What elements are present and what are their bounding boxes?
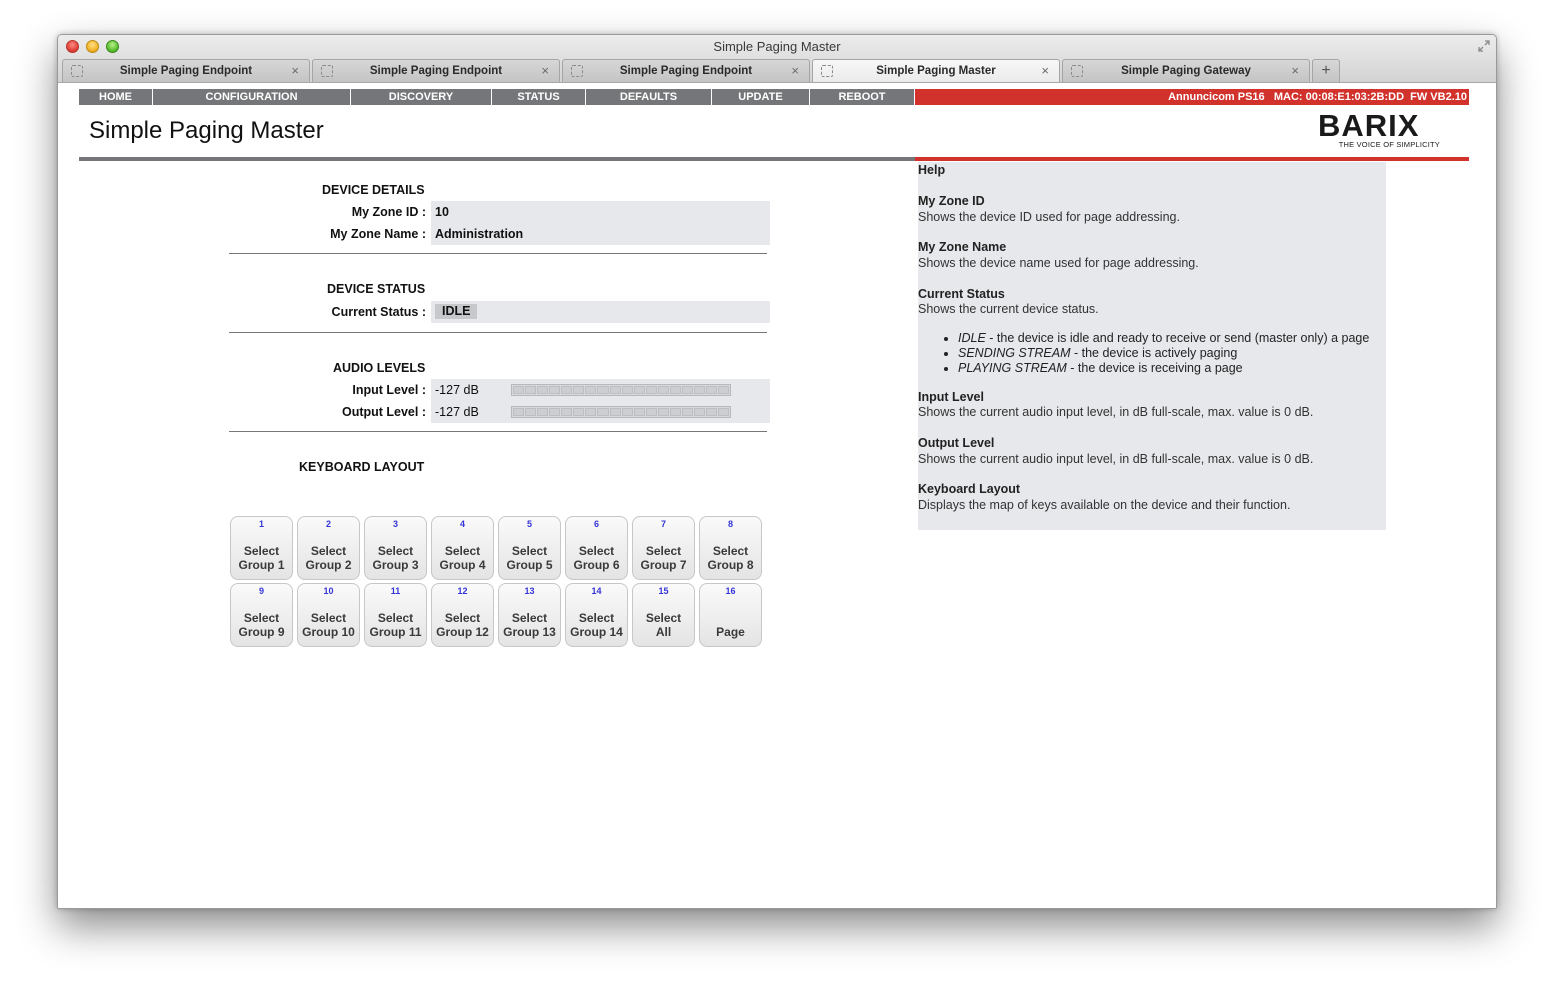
- meter-segment: [513, 408, 524, 416]
- keyboard-layout-heading: KEYBOARD LAYOUT: [299, 460, 425, 474]
- key-label-line2: Group 12: [436, 625, 489, 639]
- header-rule-gray: [79, 157, 915, 161]
- section-divider: [229, 431, 767, 432]
- meter-segment: [670, 408, 681, 416]
- key-number: 3: [392, 519, 398, 529]
- help-status-item: [958, 361, 1369, 376]
- key-number: 15: [658, 586, 669, 596]
- key-number: 2: [325, 519, 331, 529]
- output-level-label: Output Level :: [341, 405, 426, 419]
- page-favicon-icon: [571, 65, 583, 77]
- key-8-button[interactable]: [699, 516, 762, 580]
- page-favicon-icon: [1071, 65, 1083, 77]
- meter-segment: [706, 408, 717, 416]
- key-label-line2: Group 9: [238, 625, 285, 639]
- meter-segment: [573, 408, 584, 416]
- help-output-heading: Output Level: [918, 436, 995, 450]
- key-4-button[interactable]: [431, 516, 494, 580]
- meter-segment: [622, 386, 633, 394]
- fullscreen-icon[interactable]: [1478, 40, 1490, 52]
- meter-segment: [525, 386, 536, 394]
- tab-label: Simple Paging Gateway: [1121, 65, 1251, 77]
- key-label-line2: Group 4: [439, 558, 486, 572]
- key-label: [633, 611, 694, 639]
- key-label-line1: Select: [377, 611, 414, 625]
- help-zone-id-heading: My Zone ID: [918, 194, 985, 208]
- help-status-list: [918, 331, 1369, 376]
- key-label-line2: Group 14: [570, 625, 623, 639]
- tab-label: Simple Paging Endpoint: [619, 65, 753, 77]
- key-3-button[interactable]: [364, 516, 427, 580]
- status-desc: - the device is receiving a page: [1066, 361, 1243, 375]
- key-label: [432, 611, 493, 639]
- meter-segment: [610, 386, 621, 394]
- key-label-line1: Select: [712, 544, 749, 558]
- status-term: SENDING STREAM: [958, 346, 1071, 360]
- section-divider: [229, 253, 767, 254]
- meter-segment: [561, 386, 572, 394]
- help-status-item: [958, 346, 1369, 361]
- zone-id-label: My Zone ID :: [351, 205, 426, 219]
- tab-close-icon[interactable]: ×: [791, 63, 799, 78]
- zone-id-value: 10: [431, 201, 770, 223]
- tab-simple-paging-gateway[interactable]: [1062, 59, 1310, 82]
- meter-segment: [549, 408, 560, 416]
- key-5-button[interactable]: [498, 516, 561, 580]
- key-label: [365, 611, 426, 639]
- key-label-line2: Page: [716, 625, 745, 639]
- key-7-button[interactable]: [632, 516, 695, 580]
- main-nav: [79, 89, 1469, 105]
- meter-segment: [549, 386, 560, 394]
- key-number: 1: [258, 519, 264, 529]
- status-desc: - the device is idle and ready to receive or send (master only) a page: [985, 331, 1370, 345]
- help-input-heading: Input Level: [918, 390, 984, 404]
- key-1-button[interactable]: [230, 516, 293, 580]
- key-label: [298, 611, 359, 639]
- key-label-line2: Group 5: [506, 558, 553, 572]
- page-favicon-icon: [321, 65, 333, 77]
- key-number: 9: [258, 586, 264, 596]
- key-number: 12: [457, 586, 468, 596]
- meter-segment: [537, 386, 548, 394]
- audio-levels-heading: AUDIO LEVELS: [333, 361, 426, 375]
- nav-status[interactable]: STATUS: [492, 89, 586, 105]
- tab-close-icon[interactable]: ×: [291, 63, 299, 78]
- current-status-field: [431, 301, 770, 323]
- key-label-line1: Select: [578, 611, 615, 625]
- key-label-line1: Select: [310, 544, 347, 558]
- status-badge: IDLE: [435, 304, 477, 319]
- input-level-meter: [511, 384, 731, 396]
- page-title: Simple Paging Master: [89, 117, 324, 144]
- tab-label: Simple Paging Endpoint: [369, 65, 503, 77]
- nav-home[interactable]: HOME: [79, 89, 153, 105]
- key-15-button[interactable]: [632, 583, 695, 647]
- key-16-button[interactable]: [699, 583, 762, 647]
- key-label-line2: Group 10: [302, 625, 355, 639]
- nav-configuration[interactable]: CONFIGURATION: [153, 89, 351, 105]
- key-label: [231, 544, 292, 572]
- meter-segment: [561, 408, 572, 416]
- key-label-line2: Group 11: [369, 625, 422, 639]
- tab-simple-paging-endpoint-2[interactable]: [312, 59, 560, 82]
- key-label: [499, 544, 560, 572]
- key-number: 4: [459, 519, 465, 529]
- browser-window: [57, 34, 1497, 909]
- meter-segment: [537, 408, 548, 416]
- meter-segment: [597, 386, 608, 394]
- device-info-bar: Annuncicom PS16 MAC: 00:08:E1:03:2B:DD FW VB2.10: [915, 89, 1469, 105]
- meter-segment: [682, 408, 693, 416]
- help-zone-name-heading: My Zone Name: [918, 240, 1007, 254]
- nav-reboot[interactable]: REBOOT: [810, 89, 915, 105]
- key-label-line1: Select: [578, 544, 615, 558]
- output-level-meter: [511, 406, 731, 418]
- tab-close-icon[interactable]: ×: [1041, 63, 1049, 78]
- key-14-button[interactable]: [565, 583, 628, 647]
- key-label: [298, 544, 359, 572]
- help-status-heading: Current Status: [918, 287, 1005, 301]
- page-content: [58, 83, 1496, 909]
- meter-segment: [513, 386, 524, 394]
- tab-close-icon[interactable]: ×: [541, 63, 549, 78]
- meter-segment: [682, 386, 693, 394]
- help-input-text: Shows the current audio input level, in dB full-scale, max. value is 0 dB.: [918, 405, 1314, 419]
- tab-close-icon[interactable]: ×: [1291, 63, 1299, 78]
- meter-segment: [585, 408, 596, 416]
- key-label: [365, 544, 426, 572]
- key-label-line2: Group 7: [640, 558, 687, 572]
- key-label-line1: Select: [243, 611, 280, 625]
- key-label-line1: Select: [377, 544, 414, 558]
- meter-segment: [646, 408, 657, 416]
- meter-segment: [670, 386, 681, 394]
- key-label-line1: Select: [511, 544, 548, 558]
- meter-segment: [634, 386, 645, 394]
- logo-wordmark: BARIX: [1318, 108, 1420, 143]
- key-number: 6: [593, 519, 599, 529]
- key-label: [633, 544, 694, 572]
- key-label: [566, 611, 627, 639]
- key-label-line2: All: [655, 625, 672, 639]
- key-number: 5: [526, 519, 532, 529]
- key-number: 7: [660, 519, 666, 529]
- help-zone-id-text: Shows the device ID used for page addressing.: [918, 210, 1180, 224]
- help-status-item: [958, 331, 1369, 346]
- tab-simple-paging-endpoint-1[interactable]: [62, 59, 310, 82]
- help-zone-name-text: Shows the device name used for page addressing.: [918, 256, 1199, 270]
- output-level-value: -127 dB: [435, 405, 479, 419]
- meter-segment: [646, 386, 657, 394]
- meter-segment: [694, 386, 705, 394]
- header-rule-red: [915, 157, 1469, 161]
- status-term: PLAYING STREAM: [958, 361, 1067, 375]
- key-label-line1: Select: [243, 544, 280, 558]
- barix-logo: [1318, 108, 1448, 151]
- meter-segment: [597, 408, 608, 416]
- new-tab-button[interactable]: +: [1312, 59, 1340, 82]
- help-keyboard-text: Displays the map of keys available on the device and their function.: [918, 498, 1291, 512]
- page-favicon-icon: [821, 65, 833, 77]
- title-bar: [58, 35, 1496, 83]
- tab-strip: [62, 59, 1340, 83]
- key-label-line2: Group 2: [305, 558, 352, 572]
- nav-update[interactable]: UPDATE: [712, 89, 810, 105]
- key-13-button[interactable]: [498, 583, 561, 647]
- meter-segment: [658, 386, 669, 394]
- device-details-heading: DEVICE DETAILS: [322, 183, 425, 197]
- meter-segment: [694, 408, 705, 416]
- tab-simple-paging-endpoint-3[interactable]: [562, 59, 810, 82]
- key-label: [566, 544, 627, 572]
- key-label-line2: Group 3: [372, 558, 419, 572]
- meter-segment: [525, 408, 536, 416]
- meter-segment: [573, 386, 584, 394]
- window-title: Simple Paging Master: [713, 39, 841, 54]
- status-term: IDLE: [958, 331, 986, 345]
- page-favicon-icon: [71, 65, 83, 77]
- status-desc: - the device is actively paging: [1070, 346, 1238, 360]
- zone-name-value: Administration: [431, 223, 770, 245]
- key-label-line2: Group 1: [238, 558, 285, 572]
- key-label-line2: Group 8: [707, 558, 754, 572]
- meter-segment: [610, 408, 621, 416]
- key-label: [499, 611, 560, 639]
- key-12-button[interactable]: [431, 583, 494, 647]
- meter-segment: [585, 386, 596, 394]
- input-level-value: -127 dB: [435, 383, 479, 397]
- key-label-line1: Select: [645, 611, 682, 625]
- key-number: 10: [323, 586, 334, 596]
- key-9-button[interactable]: [230, 583, 293, 647]
- help-keyboard-heading: Keyboard Layout: [918, 482, 1021, 496]
- input-level-label: Input Level :: [352, 383, 426, 397]
- zone-name-label: My Zone Name :: [330, 227, 426, 241]
- key-label-line1: Select: [310, 611, 347, 625]
- nav-discovery[interactable]: DISCOVERY: [351, 89, 492, 105]
- meter-segment: [718, 386, 729, 394]
- key-label-line1: Select: [444, 544, 481, 558]
- meter-segment: [634, 408, 645, 416]
- tab-label: Simple Paging Endpoint: [119, 65, 253, 77]
- help-output-text: Shows the current audio input level, in dB full-scale, max. value is 0 dB.: [918, 452, 1314, 466]
- key-number: 14: [591, 586, 602, 596]
- meter-segment: [658, 408, 669, 416]
- current-status-label: Current Status :: [331, 305, 426, 319]
- tab-label: Simple Paging Master: [876, 65, 996, 77]
- nav-defaults[interactable]: DEFAULTS: [586, 89, 712, 105]
- key-number: 16: [725, 586, 736, 596]
- key-6-button[interactable]: [565, 516, 628, 580]
- help-status-text: Shows the current device status.: [918, 302, 1099, 316]
- device-status-heading: DEVICE STATUS: [327, 282, 426, 296]
- key-10-button[interactable]: [297, 583, 360, 647]
- key-label-line1: Select: [444, 611, 481, 625]
- logo-tagline: THE VOICE OF SIMPLICITY: [1338, 140, 1440, 149]
- key-11-button[interactable]: [364, 583, 427, 647]
- key-label-line1: Select: [511, 611, 548, 625]
- key-number: 13: [524, 586, 535, 596]
- key-number: 8: [727, 519, 733, 529]
- meter-segment: [622, 408, 633, 416]
- meter-segment: [718, 408, 729, 416]
- key-number: 11: [390, 586, 401, 596]
- key-label-line1: Select: [645, 544, 682, 558]
- key-label-line2: Group 6: [573, 558, 620, 572]
- section-divider: [229, 332, 767, 333]
- key-label: [700, 625, 761, 639]
- key-label-line2: Group 13: [503, 625, 556, 639]
- key-label: [700, 544, 761, 572]
- key-label: [231, 611, 292, 639]
- key-label: [432, 544, 493, 572]
- help-title: Help: [918, 163, 946, 177]
- key-2-button[interactable]: [297, 516, 360, 580]
- tab-simple-paging-master[interactable]: [812, 59, 1060, 82]
- help-panel: [918, 162, 1386, 530]
- meter-segment: [706, 386, 717, 394]
